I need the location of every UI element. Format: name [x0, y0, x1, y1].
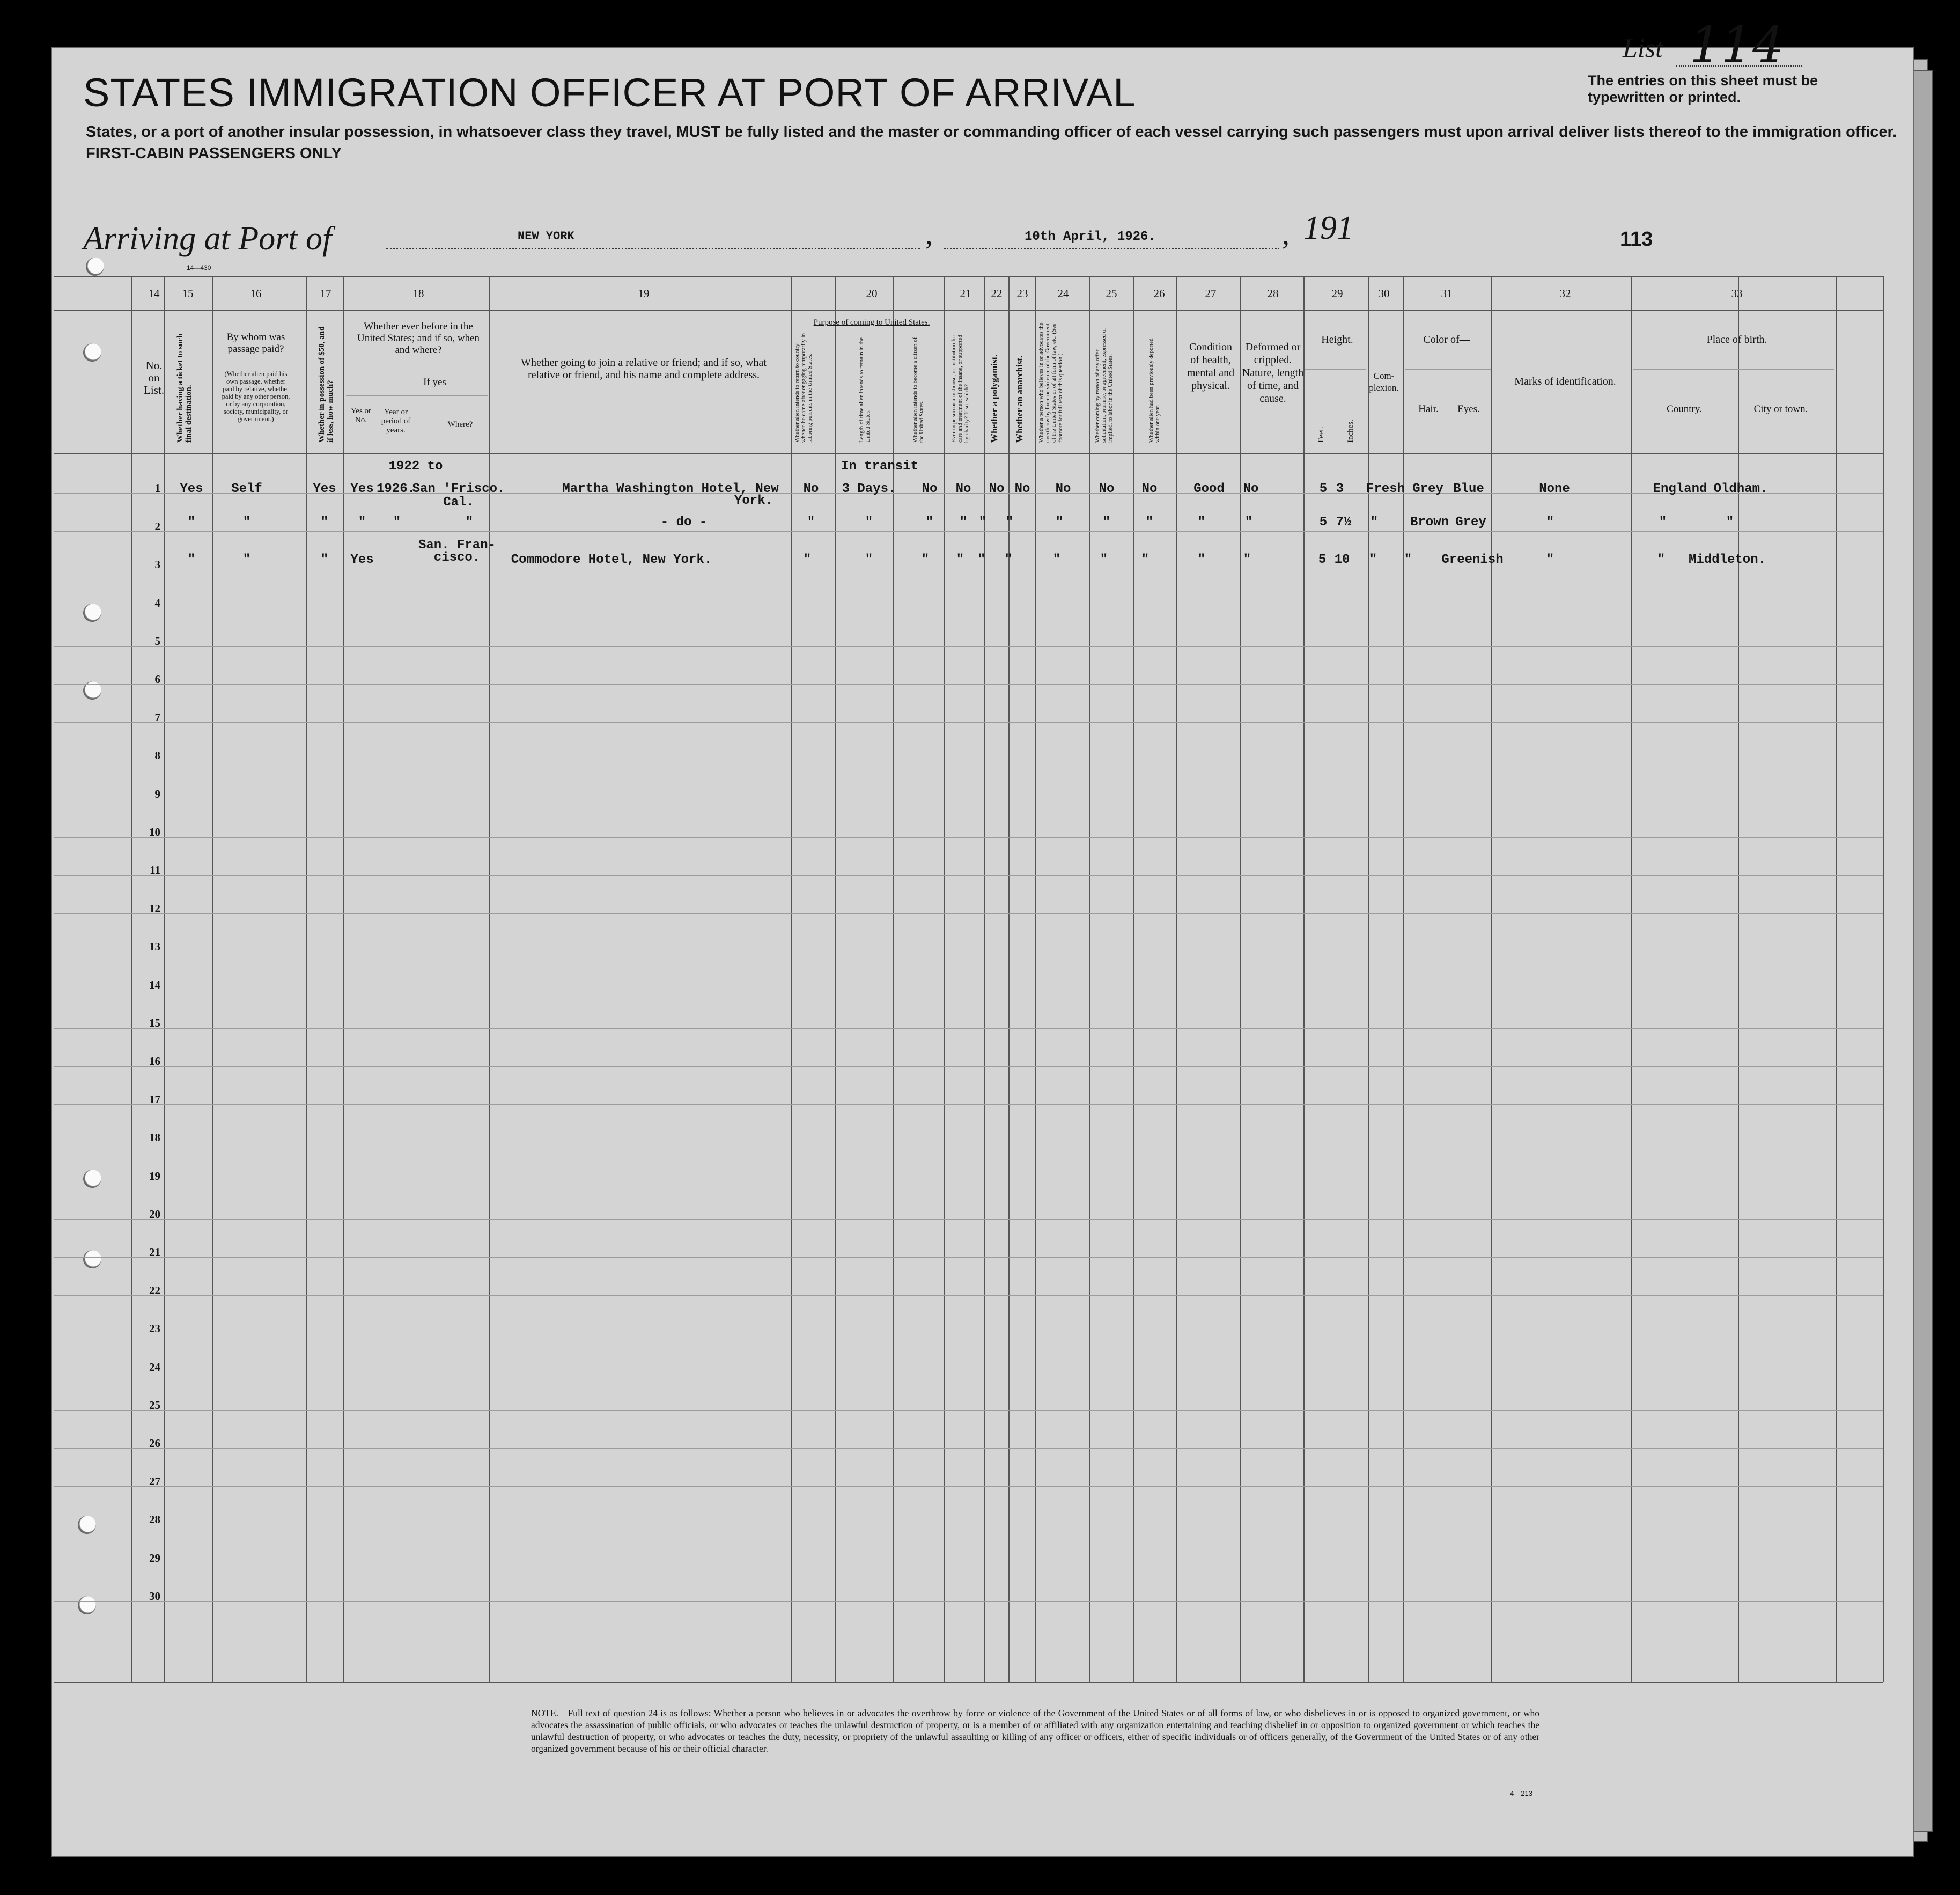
column-number: 30 — [1378, 287, 1390, 300]
grid-column-line — [791, 276, 792, 1682]
row2-years: " — [393, 515, 401, 530]
header-purpose-length: Length of time alien intends to remain in the United States. — [858, 337, 871, 443]
row3-feet: 5 — [1318, 553, 1327, 567]
row-divider — [54, 1486, 1883, 1487]
arrival-date: 10th April, 1926. — [1025, 230, 1156, 244]
row3-hair: " — [1404, 553, 1412, 567]
manifest-sheet — [51, 47, 1914, 1857]
grid-column-line — [164, 276, 165, 1682]
row1-before: Yes — [350, 482, 374, 496]
column-number: 29 — [1331, 287, 1343, 300]
row1-length-top: In transit — [841, 459, 919, 474]
header-place-of-birth: Place of birth. — [1706, 334, 1767, 346]
row3-eyes: Greenish — [1441, 553, 1504, 567]
header-country: Country. — [1667, 403, 1702, 415]
header-inches: Inches. — [1346, 420, 1355, 443]
header-where: Where? — [447, 420, 473, 429]
row2-eyes: Grey — [1455, 515, 1486, 530]
header-yes-or-no: Yes or No. — [350, 407, 372, 424]
row3-join: Commodore Hotel, New York. — [511, 553, 712, 567]
header-bottom-border — [54, 453, 1883, 454]
row-number: 14 — [149, 978, 160, 991]
row2-where: " — [465, 515, 474, 530]
grid-column-line — [1089, 276, 1090, 1682]
row1-anarchist: No — [1014, 482, 1030, 496]
column-number: 27 — [1205, 287, 1217, 300]
footnote-question-24: NOTE.—Full text of question 24 is as follows: Whether a person who believes in or advocates the overthrow by force or violence of the Government of the United States or of all forms of law, or who disbelieves in or is opposed to organized government, or who advocates the assassination of public officials, or who advocates or teaches the unlawful destruction of property, or is a member of or affiliated with any organization entertaining and teaching disbelief in or opposition to organized government or which teaches the unlawful destruction of property, or who advocates or teaches the duty, necessity, or propriety of the unlawful assaulting or killing of any officer or officers, either of specific individuals or of officers generally, of the Government of the United States or of any other organized government because of his or their official character. — [531, 1708, 1539, 1754]
row3-ticket: " — [187, 553, 196, 567]
row2-hair: Brown — [1410, 515, 1449, 530]
list-number: 114 — [1690, 16, 1784, 74]
form-code-top: 14—430 — [187, 264, 211, 271]
row-number: 3 — [154, 558, 160, 571]
column-number: 21 — [960, 287, 971, 300]
row-number: 24 — [149, 1360, 160, 1373]
row3-citizen: " — [921, 553, 930, 567]
row1-deported: No — [1141, 482, 1158, 496]
header-fifty-dollars: Whether in possession of $50, and if less, how much? — [318, 326, 335, 443]
row1-country: England — [1653, 482, 1707, 496]
row1-citizen: No — [922, 482, 938, 496]
date-dotted-line — [944, 248, 1279, 249]
row2-anarchist: " — [1005, 515, 1014, 530]
column-number: 14 — [148, 287, 160, 300]
row3-deformed: " — [1243, 553, 1251, 567]
column-number: 28 — [1267, 287, 1279, 300]
grid-column-line — [1303, 276, 1305, 1682]
header-deformed: Deformed or crippled. Nature, length of time, and cause. — [1242, 341, 1304, 405]
grid-column-line — [1240, 276, 1241, 1682]
grid-column-line — [1491, 276, 1492, 1682]
row-divider — [54, 1028, 1883, 1029]
row3-prison: " — [956, 553, 964, 567]
row2-join: - do - — [660, 515, 708, 530]
row-number: 29 — [149, 1551, 160, 1565]
grid-column-line — [944, 276, 945, 1682]
header-color-of: Color of— — [1423, 334, 1470, 346]
header-deported: Whether alien had been previously deported within one year. — [1148, 338, 1161, 443]
row1-feet: 5 — [1319, 482, 1328, 496]
column-number-divider — [54, 310, 1883, 311]
row3-return: " — [803, 553, 812, 567]
row-number: 2 — [154, 520, 160, 533]
port-value: NEW YORK — [518, 230, 574, 243]
row1-join: Martha Washington Hotel, New — [562, 482, 779, 496]
row1-city: Oldham. — [1713, 482, 1768, 496]
punch-hole — [86, 258, 104, 276]
grid-column-line — [1836, 276, 1837, 1682]
row3-polygamist: " — [977, 553, 986, 567]
grid-column-line — [212, 276, 213, 1682]
row-number: 23 — [149, 1322, 160, 1335]
row3-complexion: " — [1369, 553, 1377, 567]
row-divider — [54, 684, 1883, 685]
row-divider — [54, 837, 1883, 838]
header-city: City or town. — [1753, 403, 1808, 415]
row-number: 11 — [150, 864, 160, 877]
birth-subline — [1633, 369, 1834, 370]
row1-ticket: Yes — [180, 482, 203, 496]
row3-anarchist: " — [1004, 553, 1013, 567]
row3-before: Yes — [350, 553, 374, 567]
row1-prison: No — [955, 482, 971, 496]
grid-column-line — [306, 276, 307, 1682]
row-number: 6 — [154, 673, 160, 686]
row-divider — [54, 1066, 1883, 1067]
header-hair: Hair. — [1418, 403, 1439, 415]
header-purpose: Purpose of coming to United States. — [813, 318, 930, 327]
row2-advocate: " — [1055, 515, 1064, 530]
header-anarchist: Whether an anarchist. — [1014, 355, 1025, 443]
column-number: 26 — [1153, 287, 1165, 300]
grid-column-line — [1631, 276, 1632, 1682]
cabin-class: FIRST-CABIN PASSENGERS ONLY — [86, 145, 342, 162]
row1-join2: York. — [734, 494, 773, 508]
row1-length: 3 Days. — [842, 482, 896, 496]
column-number: 17 — [320, 287, 331, 300]
row1-return: No — [803, 482, 819, 496]
height-subline — [1305, 369, 1366, 370]
header-height: Height. — [1321, 334, 1353, 346]
row1-hair: Grey — [1412, 482, 1443, 496]
header-health: Condition of health, mental and physical. — [1187, 341, 1235, 392]
list-label: List — [1623, 33, 1663, 63]
row-number: 28 — [149, 1513, 160, 1526]
arriving-label: Arriving at Port of — [83, 221, 332, 257]
row2-return: " — [807, 515, 815, 530]
punch-hole — [83, 1170, 101, 1188]
row-number: 9 — [154, 787, 160, 800]
row2-length: " — [865, 515, 873, 530]
row2-city: " — [1726, 515, 1734, 530]
row-divider — [54, 722, 1883, 723]
intro-text: States, or a port of another insular possession, in whatsoever class they travel, MUST be fully listed and the master or commanding officer of each vessel carrying such passengers must upon arrival deliver lists thereof to the immigration officer. — [86, 123, 1897, 141]
row2-feet: 5 — [1319, 515, 1328, 530]
row2-inches: 7½ — [1336, 515, 1352, 530]
row2-marks: " — [1546, 515, 1554, 530]
row-divider — [54, 1257, 1883, 1258]
punch-hole — [83, 1250, 101, 1268]
header-prison: Ever in prison or almshouse, or institution for care and treatment of the insane, or supported by charity? If so, which? — [950, 334, 970, 443]
column-number: 15 — [182, 287, 194, 300]
row-divider — [54, 1448, 1883, 1449]
row-number: 8 — [154, 749, 160, 762]
row3-deported: " — [1141, 553, 1150, 567]
row-number: 17 — [149, 1093, 160, 1106]
row3-city: Middleton. — [1688, 553, 1766, 567]
row-number: 26 — [149, 1437, 160, 1450]
column-number: 32 — [1559, 287, 1571, 300]
row-number: 22 — [149, 1284, 160, 1297]
column-number: 20 — [866, 287, 878, 300]
row3-marks: " — [1546, 553, 1554, 567]
row2-deformed: " — [1244, 515, 1253, 530]
header-eyes: Eyes. — [1457, 403, 1480, 415]
row1-paid-by: Self — [231, 482, 262, 496]
grid-column-line — [1883, 276, 1884, 1682]
grid-column-line — [984, 276, 985, 1682]
row-number: 5 — [154, 634, 160, 648]
row1-years: 1926. — [376, 482, 416, 496]
comma: , — [1282, 218, 1290, 251]
row-divider — [54, 1295, 1883, 1296]
header-passage-paid: By whom was passage paid? — [226, 332, 285, 355]
row1-marks: None — [1539, 482, 1570, 496]
row-number: 1 — [154, 482, 160, 495]
header-feet: Feet. — [1317, 427, 1325, 443]
year-prefix: 191 — [1303, 210, 1353, 246]
row2-deported: " — [1145, 515, 1154, 530]
grid-column-line — [1008, 276, 1010, 1682]
grid-column-line — [835, 276, 836, 1682]
row1-complexion: Fresh — [1366, 482, 1405, 496]
grid-column-line — [343, 276, 344, 1682]
row-divider — [54, 1410, 1883, 1411]
header-ever-before: Whether ever before in the United States; and if so, when and where? — [357, 321, 480, 356]
row-number: 16 — [149, 1055, 160, 1068]
row2-paid-by: " — [242, 515, 251, 530]
row2-before: " — [358, 515, 366, 530]
row-divider — [54, 1601, 1883, 1602]
row2-health: " — [1197, 515, 1206, 530]
column-number: 19 — [638, 287, 650, 300]
page-title: STATES IMMIGRATION OFFICER AT PORT OF ARRIVAL — [83, 70, 1136, 115]
header-no-on-list: No. on List. — [144, 359, 164, 396]
row1-fifty: Yes — [313, 482, 336, 496]
table-bottom-border — [54, 1682, 1883, 1683]
row3-advocate: " — [1052, 553, 1061, 567]
row-number: 15 — [149, 1016, 160, 1030]
row-divider — [54, 1104, 1883, 1105]
punch-hole — [83, 343, 101, 362]
row2-citizen: " — [925, 515, 934, 530]
column-number: 22 — [991, 287, 1003, 300]
header-polygamist: Whether a polygamist. — [989, 354, 999, 443]
grid-column-line — [1176, 276, 1177, 1682]
row-number: 30 — [149, 1589, 160, 1603]
row-number: 12 — [149, 902, 160, 915]
header-passage-paid-sub: (Whether alien paid his own passage, whether paid by relative, whether paid by any other person, or by any corporation, society, municipality, or government.) — [222, 370, 290, 423]
row3-country: " — [1657, 553, 1666, 567]
typewritten-note: The entries on this sheet must be typewritten or printed. — [1588, 72, 1818, 105]
column-number: 23 — [1016, 287, 1028, 300]
row3-length: " — [865, 553, 873, 567]
comma: , — [925, 218, 933, 251]
row3-fifty: " — [320, 553, 329, 567]
row-number: 21 — [149, 1246, 160, 1259]
row-number: 18 — [149, 1131, 160, 1144]
column-number: 18 — [412, 287, 424, 300]
row1-health: Good — [1193, 482, 1225, 496]
row3-paid-by: " — [242, 553, 251, 567]
row2-prison: " — [959, 515, 968, 530]
row3-where2: cisco. — [433, 550, 481, 565]
row1-offer: No — [1099, 482, 1115, 496]
column-number: 16 — [250, 287, 262, 300]
sheet-number: 113 — [1620, 228, 1653, 251]
row2-polygamist: " — [978, 515, 987, 530]
header-offer: Whether coming by reason of any offer, solicitation, promise, or agreement, expressed or implied, to labor in the United States. — [1094, 328, 1114, 443]
row-divider — [54, 1219, 1883, 1220]
row-divider — [54, 875, 1883, 876]
row-number: 25 — [149, 1398, 160, 1412]
row2-country: " — [1659, 515, 1667, 530]
form-code: 4—213 — [1510, 1789, 1532, 1797]
column-number: 25 — [1106, 287, 1117, 300]
header-marks: Marks of identification. — [1514, 376, 1616, 387]
punch-hole — [83, 604, 101, 622]
header-advocate: Whether a person who believes in or advocates the overthrow by force or violence of the Government of the United States or of all form of law, etc. (See footnote for full text of this question.) — [1038, 322, 1064, 443]
row2-ticket: " — [187, 515, 196, 530]
row-divider — [54, 646, 1883, 647]
row3-where: San. Fran- — [418, 538, 496, 553]
port-dotted-line — [386, 248, 920, 249]
row3-offer: " — [1100, 553, 1108, 567]
row1-where2: Cal. — [443, 495, 474, 510]
row1-years-top: 1922 to — [388, 459, 443, 474]
row2-fifty: " — [320, 515, 329, 530]
row2-offer: " — [1102, 515, 1111, 530]
column-number: 24 — [1057, 287, 1069, 300]
table-top-border — [54, 276, 1883, 277]
grid-column-line — [1035, 276, 1036, 1682]
row-number: 19 — [149, 1169, 160, 1182]
row-number: 4 — [154, 596, 160, 609]
row1-deformed: No — [1243, 482, 1259, 496]
header-complexion: Com-plexion. — [1369, 371, 1399, 393]
row-number: 27 — [149, 1475, 160, 1488]
column-number: 31 — [1441, 287, 1453, 300]
row-number: 20 — [149, 1207, 160, 1221]
header-purpose-return: Whether alien intends to return to country whence he came after engaging temporarily in laboring pursuits in the United States. — [794, 333, 813, 443]
header-ticket: Whether having a ticket to such final destination. — [176, 333, 193, 443]
header-purpose-citizen: Whether alien intends to become a citizen of the United States. — [912, 337, 925, 443]
row1-inches: 3 — [1336, 482, 1344, 496]
punch-hole — [78, 1596, 96, 1614]
row1-advocate: No — [1055, 482, 1071, 496]
row-number: 10 — [149, 825, 160, 839]
row1-eyes: Blue — [1453, 482, 1484, 496]
row-number: 7 — [154, 711, 160, 724]
row3-inches: 10 — [1334, 553, 1350, 567]
row-divider — [54, 913, 1883, 914]
row2-complexion: " — [1370, 515, 1379, 530]
header-if-yes: If yes— — [423, 377, 456, 388]
row1-where: San 'Frisco. — [412, 482, 505, 496]
header-join-relative: Whether going to join a relative or friend; and if so, what relative or friend, and his name and complete address. — [521, 357, 767, 381]
row3-health: " — [1197, 553, 1206, 567]
color-subline — [1405, 369, 1491, 370]
header-year-period: Year or period of years. — [381, 408, 411, 435]
row1-polygamist: No — [989, 482, 1005, 496]
grid-column-line — [1133, 276, 1134, 1682]
row-number: 13 — [149, 940, 160, 953]
row-divider — [54, 531, 1883, 532]
ever-before-subline — [346, 395, 488, 396]
grid-column-line — [131, 276, 132, 1682]
column-number: 33 — [1731, 287, 1743, 300]
